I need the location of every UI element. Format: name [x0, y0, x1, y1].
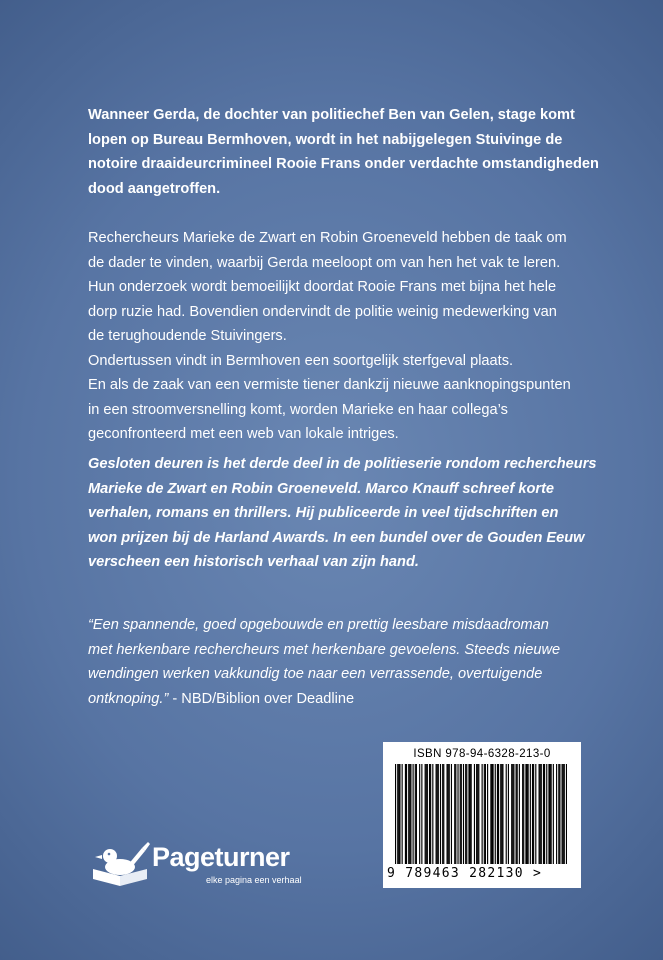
- barcode-bar: [397, 764, 398, 864]
- barcode-bar: [410, 764, 411, 864]
- barcode-bar: [490, 764, 491, 864]
- barcode-bar: [533, 764, 534, 864]
- text-line: won prijzen bij de Harland Awards. In een bundel over de Gouden Eeuw: [88, 529, 585, 546]
- barcode-bar: [440, 764, 441, 864]
- barcode-bar: [415, 764, 416, 864]
- barcode-bar: [485, 764, 486, 864]
- barcode-bar: [408, 764, 409, 864]
- barcode-bar: [562, 764, 563, 864]
- publisher-name: Pageturner: [152, 842, 290, 872]
- barcode-bar: [413, 764, 414, 864]
- barcode-bar: [540, 764, 541, 864]
- barcode-bar: [500, 764, 501, 864]
- barcode-bar: [437, 764, 438, 864]
- review-quote: [88, 613, 588, 711]
- text-line: dorp ruzie had. Bovendien ondervindt de politie weinig medewerking van: [88, 303, 557, 320]
- text-line: Gesloten deuren is het derde deel in de politieserie rondom rechercheurs: [88, 456, 597, 472]
- barcode-bar: [551, 764, 552, 864]
- barcode-bar: [523, 764, 524, 864]
- barcode-bar: [402, 764, 403, 864]
- barcode-bar: [478, 764, 479, 864]
- text-line: Ondertussen vindt in Bermhoven een soortgelijk sterfgeval plaats.: [88, 352, 514, 369]
- barcode-bar: [463, 764, 464, 864]
- text-line: Wanneer Gerda, de dochter van politiechef Ben van Gelen, stage komt: [88, 107, 575, 123]
- barcode-bar: [443, 764, 444, 864]
- barcode-bar: [466, 764, 467, 864]
- barcode-bar: [519, 764, 520, 864]
- barcode-bar: [436, 764, 437, 864]
- barcode-bar: [549, 764, 550, 864]
- barcode-bar: [426, 764, 427, 864]
- barcode-bar: [512, 764, 513, 864]
- barcode-bar: [541, 764, 542, 864]
- barcode-bar: [405, 764, 406, 864]
- barcode-digits: 9 789463 282130 >: [387, 866, 543, 881]
- text-line: wendingen werken vakkundig toe naar een verrassende, overtuigende: [88, 666, 543, 682]
- barcode-bar: [532, 764, 533, 864]
- text-line: En als de zaak van een vermiste tiener dankzij nieuwe aanknopingspunten: [88, 377, 571, 393]
- barcode-bar: [535, 764, 536, 864]
- text-line: met herkenbare rechercheurs met herkenbare gevoelens. Steeds nieuwe: [88, 641, 561, 658]
- barcode-bar: [476, 764, 477, 864]
- barcode-bar: [559, 764, 560, 864]
- barcode-bar: [398, 764, 399, 864]
- barcode-bar: [446, 764, 447, 864]
- text-line: dood aangetroffen.: [88, 180, 221, 197]
- barcode-bar: [482, 764, 483, 864]
- barcode-bar: [548, 764, 549, 864]
- text-line: de dader te vinden, waarbij Gerda meeloopt om van hen het vak te leren.: [88, 254, 561, 271]
- barcode-bar: [430, 764, 431, 864]
- text-line: verscheen een historisch verhaal van zijn hand.: [88, 554, 419, 570]
- barcode-bar: [448, 764, 449, 864]
- publisher-logo: [90, 836, 320, 894]
- barcode-bar: [546, 764, 547, 864]
- barcode-bar: [451, 764, 452, 864]
- barcode-bar: [528, 764, 529, 864]
- barcode-bars: [395, 764, 567, 868]
- barcode-bar: [553, 764, 554, 864]
- barcode-bar: [454, 764, 455, 864]
- barcode-bar: [495, 764, 496, 864]
- barcode-bar: [465, 764, 466, 864]
- barcode-bar: [530, 764, 531, 864]
- barcode-bar: [438, 764, 439, 864]
- barcode-bar: [525, 764, 526, 864]
- barcode-bar: [416, 764, 417, 864]
- barcode-bar: [522, 764, 523, 864]
- publisher-tagline: elke pagina een verhaal: [206, 875, 302, 885]
- barcode-bar: [502, 764, 503, 864]
- barcode-bar: [497, 764, 498, 864]
- text-line: de terughoudende Stuivingers.: [88, 328, 287, 344]
- barcode-bar: [556, 764, 557, 864]
- text-line: verhalen, romans en thrillers. Hij publiceerde in veel tijdschriften en: [88, 505, 559, 521]
- text-line: “Een spannende, goed opgebouwde en prettig leesbare misdaadroman: [88, 617, 549, 633]
- barcode-bar: [421, 764, 422, 864]
- barcode-bar: [409, 764, 410, 864]
- isbn-label: ISBN 978-94-6328-213-0: [413, 748, 551, 760]
- barcode-bar: [427, 764, 428, 864]
- barcode-bar: [468, 764, 469, 864]
- barcode-bar: [455, 764, 456, 864]
- barcode-bar: [516, 764, 517, 864]
- barcode-bar: [508, 764, 509, 864]
- text-line: Hun onderzoek wordt bemoeilijkt doordat Rooie Frans met bijna het hele: [88, 279, 557, 295]
- barcode-bar: [558, 764, 559, 864]
- barcode-bar: [566, 764, 567, 864]
- barcode-bar: [470, 764, 471, 864]
- barcode-bar: [419, 764, 420, 864]
- text-line: Rechercheurs Marieke de Zwart en Robin Groeneveld hebben de taak om: [88, 230, 567, 246]
- barcode-bar: [564, 764, 565, 864]
- barcode-bar: [395, 764, 396, 864]
- barcode-bar: [460, 764, 461, 864]
- barcode-bar: [517, 764, 518, 864]
- barcode-bar: [544, 764, 545, 864]
- barcode-bar: [484, 764, 485, 864]
- barcode-bar: [406, 764, 407, 864]
- barcode-bar: [432, 764, 433, 864]
- barcode-bar: [493, 764, 494, 864]
- barcode-bar: [487, 764, 488, 864]
- barcode-bar: [526, 764, 527, 864]
- barcode-bar: [425, 764, 426, 864]
- barcode-bar: [474, 764, 475, 864]
- barcode-bar: [461, 764, 462, 864]
- blurb-intro: [88, 103, 599, 201]
- barcode-bar: [477, 764, 478, 864]
- text-line: Marieke de Zwart en Robin Groeneveld. Marco Knauff schreef korte: [88, 480, 555, 497]
- barcode-bar: [491, 764, 492, 864]
- barcode-bar: [511, 764, 512, 864]
- barcode-bar: [501, 764, 502, 864]
- text-line: in een stroomversnelling komt, worden Marieke en haar collega’s: [88, 401, 508, 418]
- barcode-bar: [563, 764, 564, 864]
- blurb-body: [88, 226, 588, 447]
- barcode-bar: [506, 764, 507, 864]
- quote-source: - NBD/Biblion over Deadline: [168, 690, 355, 707]
- bird-on-book-icon: [90, 836, 150, 888]
- text-line: lopen op Bureau Bermhoven, wordt in het nabijgelegen Stuivinge de: [88, 131, 563, 148]
- text-line: notoire draaideurcrimineel Rooie Frans onder verdachte omstandigheden: [88, 156, 599, 172]
- author-about: [88, 452, 597, 575]
- barcode-bar: [442, 764, 443, 864]
- quote-end: ontknoping.”: [88, 690, 169, 707]
- barcode-bar: [399, 764, 400, 864]
- barcode-bar: [498, 764, 499, 864]
- barcode-bar: [471, 764, 472, 864]
- isbn-barcode: [383, 742, 581, 888]
- barcode-bar: [429, 764, 430, 864]
- barcode-bar: [457, 764, 458, 864]
- barcode-bar: [543, 764, 544, 864]
- barcode-bar: [449, 764, 450, 864]
- barcode-bar: [539, 764, 540, 864]
- text-line: [88, 687, 588, 712]
- text-line: geconfronteerd met een web van lokale intriges.: [88, 426, 399, 442]
- barcode-bar: [513, 764, 514, 864]
